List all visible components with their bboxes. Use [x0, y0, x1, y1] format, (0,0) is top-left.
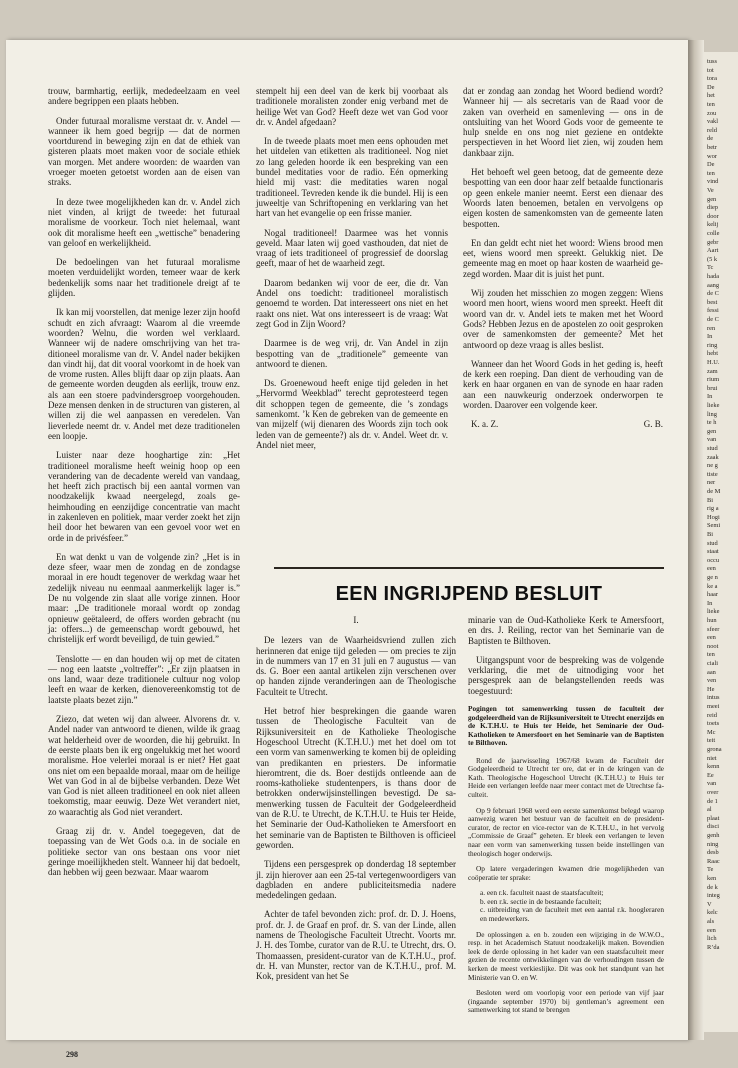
facing-page-fragment: Hogi: [707, 513, 720, 521]
facing-page-fragment: staat: [707, 548, 719, 556]
facing-page-fragment: aang: [707, 281, 720, 289]
facing-page-fragment: ling: [707, 410, 717, 418]
facing-page-fragment: gen: [707, 427, 717, 435]
facing-page-fragment: al: [707, 806, 712, 814]
facing-page-fragment: ven: [707, 677, 717, 685]
facing-page-fragment: reid: [707, 711, 717, 719]
facing-page-fragment: tiste: [707, 470, 718, 478]
paragraph: Onder futuraal moralisme verstaat dr. v. Andel — wanneer ik hem goed begrijp — dat de normen voortdurend in beweging zijn en dat de ethiek van gisteren plaats moet maken voor de sociale ethiek van morgen. Met andere woorden: de waarden van vroeger moeten getoetst worden aan de eisen van straks.: [48, 115, 240, 188]
paragraph: Het behoeft wel geen betoog, dat de gemeente deze bespotting van een door haar zelf betaalde functionaris op geen enkele manier neemt. Eerst een dienaar des Woords laten benoemen, betalen en vervolgens op eigen kosten de samenkomsten van de gemeente laten bespotten.: [463, 167, 663, 229]
facing-page-fragment: In: [707, 393, 713, 401]
facing-page-fragment: Bi: [707, 531, 714, 538]
facing-page-fragment: fessi: [707, 307, 719, 315]
facing-page-fragment: van: [707, 780, 717, 788]
facing-page-fragment: tot: [707, 66, 714, 74]
list-item: b. een r.k. sectie in de bestaande faculteit;: [480, 896, 602, 906]
paragraph: En wat denkt u van de volgende zin? „Het is in deze sfeer, waar men de zondag en de zondagse moraal in ere houdt tegenover de werkdag waar het zedelijk niveau nu eenmaal aanmerkelijk lager is.” De nu volgende zin slaat alle vorige zinnen. Hoor maar: „De traditionele moraal wordt op zondag opnieuw geëtaleerd, de offers worden gebracht (nu ja: offers...) de gemeenschap wordt gebouwd, het christelijk erf wordt beveiligd, de tuin gewied.”: [48, 551, 240, 645]
paragraph: De oplossingen a. en b. zouden een wijziging in de W.W.O., resp. in het Academisch Statuut noodzakelijk maken. Bovendien leek de derde oplossing in het kader van een staatsfaculteit meer gezien de recente ontwikkelingen van de verhoudingen tussen de kerken de meest verkieslijke. Dit was ook het standpunt van het Ministerie van O. en W.: [468, 929, 664, 982]
facing-page-fragment: R’da: [707, 943, 720, 951]
article-divider: [274, 567, 664, 569]
facing-page-fragment: noot: [707, 642, 719, 650]
facing-page-fragment: een: [707, 565, 716, 573]
facing-page-fragment: ciali: [707, 660, 718, 667]
facing-page-fragment: haar: [707, 591, 718, 599]
facing-page-fragment: H.U.: [707, 359, 720, 366]
facing-page-fragment: kelij: [707, 221, 719, 229]
facing-page-fragment: De: [707, 83, 715, 91]
facing-page-fragment: brui: [707, 384, 718, 392]
facing-page-fragment: de M: [707, 488, 721, 495]
article-headline: EEN INGRIJPEND BESLUIT: [335, 583, 603, 605]
facing-page-fragment: kenn: [707, 763, 720, 771]
facing-page-fragment: ken: [707, 875, 717, 882]
facing-page-fragment: vakl: [707, 118, 719, 126]
facing-page-fragment: ring: [707, 341, 718, 349]
quoted-statement-title: Pogingen tot samenwerking tussen de faculteit der godgeleerdheid van de Rijksuniversiteit te Utrecht enerzijds en de K.T.H.U. te Huis ter Heide, het Seminarie der Oud-Katholieken te Amersfoort en het Seminarie van de Baptisten te Bilthoven.: [468, 704, 664, 748]
facing-page-fragment: zaak: [707, 453, 719, 461]
facing-page-fragment: hun: [707, 617, 717, 624]
facing-page-fragment: ten: [707, 651, 715, 659]
column-3: [463, 86, 663, 439]
paragraph: Wanneer dan het Woord Gods in het geding is, heeft de kerk een roeping. Dan dient de verhouding van de kerk en haar organen en van de synode en haar raden aan een nauwkeurig onderzoek onderworpen te worden. Daarover een volgende keer.: [463, 358, 663, 411]
signoff-left: K. a. Z.: [471, 419, 499, 430]
list-item: c. uitbreiding van de faculteit met een aantal r.k. hoogleraren en medewerkers.: [480, 905, 664, 924]
paragraph: Luister naar deze hooghartige zin: „Het traditioneel moralisme heeft weinig hoop op een verandering van de decadente wereld van vandaag, het heeft zich practisch bij een aantal vormen van noodzakelijk kwaad neergelegd, zoals geheimhouding en eenzijdige concentratie van macht in zakenleven en politiek, maar verder zoekt het zijn heil door het bewaren van een gevoel voor wet en orde in de privésfeer.”: [48, 450, 240, 543]
section-numeral: I.: [353, 615, 359, 625]
facing-page-fragment: hada: [707, 273, 720, 280]
facing-page-fragment: hebt: [707, 350, 719, 358]
facing-page-fragment: Ee: [707, 771, 714, 779]
facing-page-fragment: reld: [707, 126, 717, 134]
facing-page-fragment: (5 k: [707, 255, 718, 263]
paragraph: Besloten werd om voorlopig voor een periode van vijf jaar (ingaande september 1970) bij gentleman’s agreement een samenwerking tot stand te brengen: [468, 988, 664, 1015]
paragraph: De bedoelingen van het futuraal moralisme moeten verduidelijkt worden, temeer waar de kerk bedenkelijk soms naar het traditionele dreigt af te glijden.: [48, 257, 240, 299]
paragraph: Ds. Groenewoud heeft enige tijd geleden in het „Hervormd Weekblad” terecht geprotesteerd tegen dit schoppen tegen de gemeente, die ’s zondags samenkomt. ’k Ken de gebreken van de gemeente en van mijzelf (wij dienaren des Woords zijn toch ook leden van de gemeente?) als dr. v. Andel. Weet dr. v. Andel niet meer,: [256, 378, 448, 450]
facing-page-fragment: In: [707, 333, 713, 341]
book-gutter: [688, 40, 704, 1040]
facing-page-fragment: intus: [707, 694, 720, 702]
facing-page-fragment: ren: [707, 324, 716, 332]
paragraph: De lezers van de Waarheidsvriend zullen zich herinneren dat enige tijd geleden — om precies te zijn in de nummers van 17 en 31 juli en 7 augustus — van ds. G. Boer een aantal artikelen zijn verschenen over op handen zijnde veranderingen aan de Theologische Faculteit te Utrecht.: [256, 635, 456, 697]
quoted-statement-body: [468, 757, 664, 1015]
facing-page-fragment: tora: [707, 75, 717, 83]
list-item: a. een r.k. faculteit naast de staatsfaculteit;: [480, 888, 604, 898]
facing-page-fragment: door: [707, 212, 719, 220]
facing-page-fragment: de: [707, 135, 714, 143]
facing-page-fragment: occu: [707, 556, 720, 564]
facing-page-fragment: wor: [707, 152, 717, 160]
facing-page-fragment: zam: [707, 367, 718, 375]
paragraph: Tijdens een persgesprek op donderdag 18 september jl. zijn hierover aan een 25-tal vertegenwoordigers van dagbladen en andere publiciteitsmedia nadere mededelingen gedaan.: [256, 859, 456, 901]
paragraph: Rond de jaarwisseling 1967/68 kwam de Faculteit der Godgeleerdheid te Utrecht ter ore, dat er in de kringen van de Kath. Theologische Hogeschool Utrecht (K.T.H.U.) te Huis ter Heide een verlangen leefde naar meer contact met de Utrechtse faculteit.: [468, 755, 664, 799]
facing-page-fragment: Tc: [707, 264, 714, 272]
facing-page-fragment: niet: [707, 754, 717, 762]
paragraph: minarie van de Oud-Katholieke Kerk te Amersfoort, en drs. J. Reiling, rector van het Seminarie van de Baptisten te Bilthoven.: [468, 615, 664, 646]
paragraph: dat er zondag aan zondag het Woord bediend wordt? Wanneer hij — als secretaris van de Raad voor de zaken van overheid en samenleving — ons in de ontsluiting van het Woord Gods voor de gemeente te hulp snelde en ons nog niet geziene en ontdekte perspectieven in het Woord liet zien, wij zouden hem dankbaar zijn.: [463, 86, 663, 158]
facing-page-fragment: He: [707, 685, 715, 693]
facing-page-fragment: kelc: [707, 909, 718, 917]
column-2: [256, 86, 448, 459]
paragraph: trouw, barmhartig, eerlijk, mededeelzaam en veel andere begrippen een plaats hebben.: [48, 86, 240, 107]
magazine-page: [6, 40, 688, 1059]
facing-page-fragment: ning: [707, 840, 719, 848]
paragraph: Nogal traditioneel! Daarmee was het vonnis geveld. Maar laten wij goed vasthouden, dat niet de vraag of iets traditioneel of progressief de doorslag geeft, maar of het de waarheid zegt.: [256, 227, 448, 269]
facing-page-fragment: lieke: [707, 608, 720, 616]
facing-page-fragment: ten: [707, 101, 715, 108]
facing-page-fragment: betr: [707, 144, 717, 151]
facing-page-fragment: de 1: [707, 797, 718, 805]
facing-page-fragment: te h: [707, 419, 717, 427]
facing-page-fragment: van: [707, 436, 717, 444]
paragraph: Tenslotte — en dan houden wij op met de citaten — nog een laatste „voltreffer”: „Er zijn plaatsen in ons land, waar deze traditionele cultuur nog volop leeft en waar de kerken, dienovereenkomstig tot de laatste plaats bezet zijn.”: [48, 653, 240, 705]
facing-page-fragment: integ: [707, 892, 720, 900]
options-list: [468, 889, 664, 923]
paragraph: In de tweede plaats moet men eens ophouden met het uitdelen van etiketten als traditioneel. Nog niet zo lang geleden hoorde ik een bespreking van een bundel meditaties voor de radio. Eén opmerking hield mij vast: die meditaties waren nogal traditioneel. Tevreden kende ik die bundel. Hij is een juweeltje van Schriftopening en verklaring van het hart van het evangelie op een frisse manier.: [256, 136, 448, 219]
facing-page-fragment: stud: [707, 539, 718, 547]
facing-page-fragment: genh: [707, 832, 720, 839]
paragraph: Achter de tafel bevonden zich: prof. dr. D. J. Hoens, prof. dr. J. de Graaf en prof. dr. S. van der Linde, allen namens de Theologische Faculteit Utrecht. Voorts mr. J. H. des Tombe, curator van de R.U. te Utrecht, drs. O. Thomaassen, president-curator van de K.T.H.U., prof. dr. H. van Munster, rector van de K.T.H.U., prof. M. Kok, president van het Se: [256, 909, 456, 982]
facing-page-fragment: de C: [707, 316, 719, 323]
facing-page-fragment: gebr: [707, 238, 719, 246]
signature-line: [463, 419, 663, 429]
facing-page-fragment: ne g: [707, 462, 718, 470]
facing-page-fragment: diep: [707, 204, 719, 212]
facing-page-fragment: stud: [707, 445, 718, 452]
facing-page-fragment: gen: [707, 195, 717, 203]
facing-page-fragment: Ve: [707, 187, 714, 194]
facing-page-fragment: best: [707, 298, 718, 306]
facing-page-fragment: Te: [707, 866, 714, 874]
facing-page-fragment: teit: [707, 737, 716, 745]
column-1: [48, 86, 240, 886]
facing-page-fragment: aan: [707, 668, 716, 676]
paragraph: Wij zouden het misschien zo mogen zeggen: Wiens woord men hoort, wiens woord men spreekt. Heeft dit woord van dr. v. Andel iets te maken met het Woord Gods? Hebben Jezus en de apostelen zo ooit gesproken over de samenkomsten der gemeente? Met het antwoord op deze vraag is alles beslist.: [463, 288, 663, 350]
paragraph: stempelt hij een deel van de kerk bij voorbaat als traditionele moralisten zonder enig verband met de heilige Wet van God? Heeft deze wet van God voor dr. v. Andel afgedaan?: [256, 86, 448, 127]
column-5: [468, 615, 664, 1022]
facing-page-fragment: de k: [707, 883, 718, 891]
facing-page-fragment: rium: [707, 376, 720, 384]
paragraph: In deze twee mogelijkheden kan dr. v. Andel zich niet vinden, al krijgt de tweede: het futuraal moralisme de voorkeur. Toch niet helemaal, want ook dit moralisme heeft een „wettische” benadering van geloof en werkelijkheid.: [48, 196, 240, 248]
paragraph: Daarom bedanken wij voor de eer, die dr. Van Andel ons toedicht: traditioneel moralistisch genoemd te worden. Dat interesseert ons niet en het raakt ons niet. Wat ons interesseert is de vraag: Wat zegt God in Zijn Woord?: [256, 277, 448, 329]
facing-page-fragment: het: [707, 92, 715, 100]
facing-page-fragment: De: [707, 161, 715, 169]
facing-page-fragment: Mc: [707, 728, 716, 736]
paragraph: Het betrof hier besprekingen die gaande waren tussen de Theologische Faculteit van de Rijksuniversiteit en de Katholieke Theologische Hogeschool Utrecht (K.T.H.U.) met het doel om tot een vorm van samenwerking te komen bij de opleiding van predikanten en priesters. De informatie hieromtrent, die ds. Boer destijds ontleende aan de rooms-katholieke studentenpers, is thans door de betrokken onderwijsinstellingen bevestigd. De samenwerking tussen de Faculteit der Godgeleerdheid van de R.U. te Utrecht, de K.T.H.U. te Huis ter Heide, het Seminarie der Oud-Katholieken te Amersfoort en het seminarie van de Baptisten te Bilthoven is officieel geworden.: [256, 706, 456, 850]
signoff-right: G. B.: [643, 419, 663, 430]
facing-page-fragment: desb: [707, 849, 719, 857]
facing-page-fragment: lieke: [707, 402, 720, 409]
paragraph: Ik kan mij voorstellen, dat menige lezer zijn hoofd schudt en zich afvraagt: Waarom al die vreemde woorden? Welnu, die worden wel verklaard. Wanneer wij de nadere omschrijving van het traditioneel moralisme van dr. V. Andel nader bekijken dan vindt hij, dat dit vooral voorkomt in de hoek van de vrome rusten. Alles blijft daar op zijn plaats. Aan de gemeente worden deugden als eerlijk, trouw enz. als aan een stoere padvindersgroep voorgehouden. Deze mensen denken in de structuren van gisteren, al willen zij die wel aanpassen en veredelen. Van lieverlede neemt dr. v. Andel met deze traditionelen een loopje.: [48, 307, 240, 441]
facing-page-fragment: sfeer: [707, 625, 720, 633]
facing-page-fragment: colle: [707, 230, 720, 237]
facing-page-fragment: tuss: [707, 58, 717, 65]
facing-page-edge: [704, 52, 738, 1032]
paragraph: Op 9 februari 1968 werd een eerste samenkomst belegd waarop aanwezig waren het bestuur van de faculteit en de president-curator, de rector en vice-rector van de K.T.H.U., in het vervolg „Commissie de Graaf” geheten. Er bleek een verlangen te leven naar een vorm van samenwerking tussen beide instellingen van theologisch hoger onderwijs.: [468, 805, 664, 858]
facing-page-fragment: lich: [707, 935, 717, 943]
page-number: 298: [66, 1050, 78, 1059]
facing-page-fragment: Aart: [707, 247, 719, 255]
facing-page-fragment: zou: [707, 109, 717, 117]
facing-page-fragment: Bi: [707, 496, 714, 504]
paragraph: Uitgangspunt voor de bespreking was de volgende verklaring, die met de uitnodiging voor het persgesprek aan de belangstellenden reeds was toegestuurd:: [468, 654, 664, 696]
paragraph: Ziezo, dat weten wij dan alweer. Alvorens dr. v. Andel nader van antwoord te dienen, wilde ik graag wat helderheid over de woorden, die hij gebruikt. In de eerste plaats ben ik erg ongelukkig met het woord moralisme. Hoe velerlei moraal is er niet? Het gaat ons niet om een bepaalde moraal, maar om de heilige Wet van God in al de bijbelse verbanden. Deze Wet van God is niet alleen traditioneel en ook niet alleen toekomstig, maar eeuwig. Deze Wet verandert niet, zo waarachtig als God niet verandert.: [48, 714, 240, 817]
paragraph: En dan geldt echt niet het woord: Wiens brood men eet, wiens woord men spreekt. Gelukkig niet. De gemeente mag en moet op haar kosten de waarheid gezegd worden. Maar dit is juist het punt.: [463, 237, 663, 279]
facing-page-fragment: vind: [707, 178, 719, 186]
facing-page-fragment: toets: [707, 720, 720, 728]
facing-page-fragment: ten: [707, 169, 715, 177]
facing-page-fragment: de C: [707, 290, 719, 298]
facing-page-fragment: Raac: [707, 857, 720, 865]
facing-page-fragment: grona: [707, 746, 722, 753]
facing-page-fragment: Semi: [707, 522, 721, 530]
facing-page-fragment: disci: [707, 823, 720, 831]
facing-page-fragment: plaat: [707, 814, 720, 822]
facing-page-fragment: over: [707, 789, 719, 796]
facing-page-fragment: een: [707, 926, 716, 934]
facing-page-fragment: ner: [707, 479, 716, 487]
facing-page-fragment: rig a: [707, 505, 719, 513]
facing-page-fragment: In: [707, 599, 713, 607]
facing-page-fragment: een: [707, 634, 716, 642]
facing-page-fragment: meei: [707, 703, 720, 710]
paragraph: Daarmee is de weg vrij, dr. Van Andel in zijn bespotting van de „traditionele” gemeente van antwoord te dienen.: [256, 338, 448, 369]
facing-page-fragment: ke a: [707, 582, 718, 590]
paragraph: Graag zij dr. v. Andel toegegeven, dat de toepassing van de Wet Gods o.a. in de sociale en politieke sector van ons bestaan ons voor niet geringe moeilijkheden stelt. Wanneer hij dat bedoelt, dan hebben wij geen bezwaar. Maar waarom: [48, 826, 240, 878]
facing-page-fragment: ge n: [707, 574, 718, 581]
facing-page-fragment: V: [707, 900, 712, 908]
facing-page-fragment: als: [707, 918, 715, 925]
column-4: [256, 615, 456, 991]
paragraph: Op latere vergaderingen kwamen drie mogelijkheden van coöperatie ter sprake:: [468, 864, 664, 882]
